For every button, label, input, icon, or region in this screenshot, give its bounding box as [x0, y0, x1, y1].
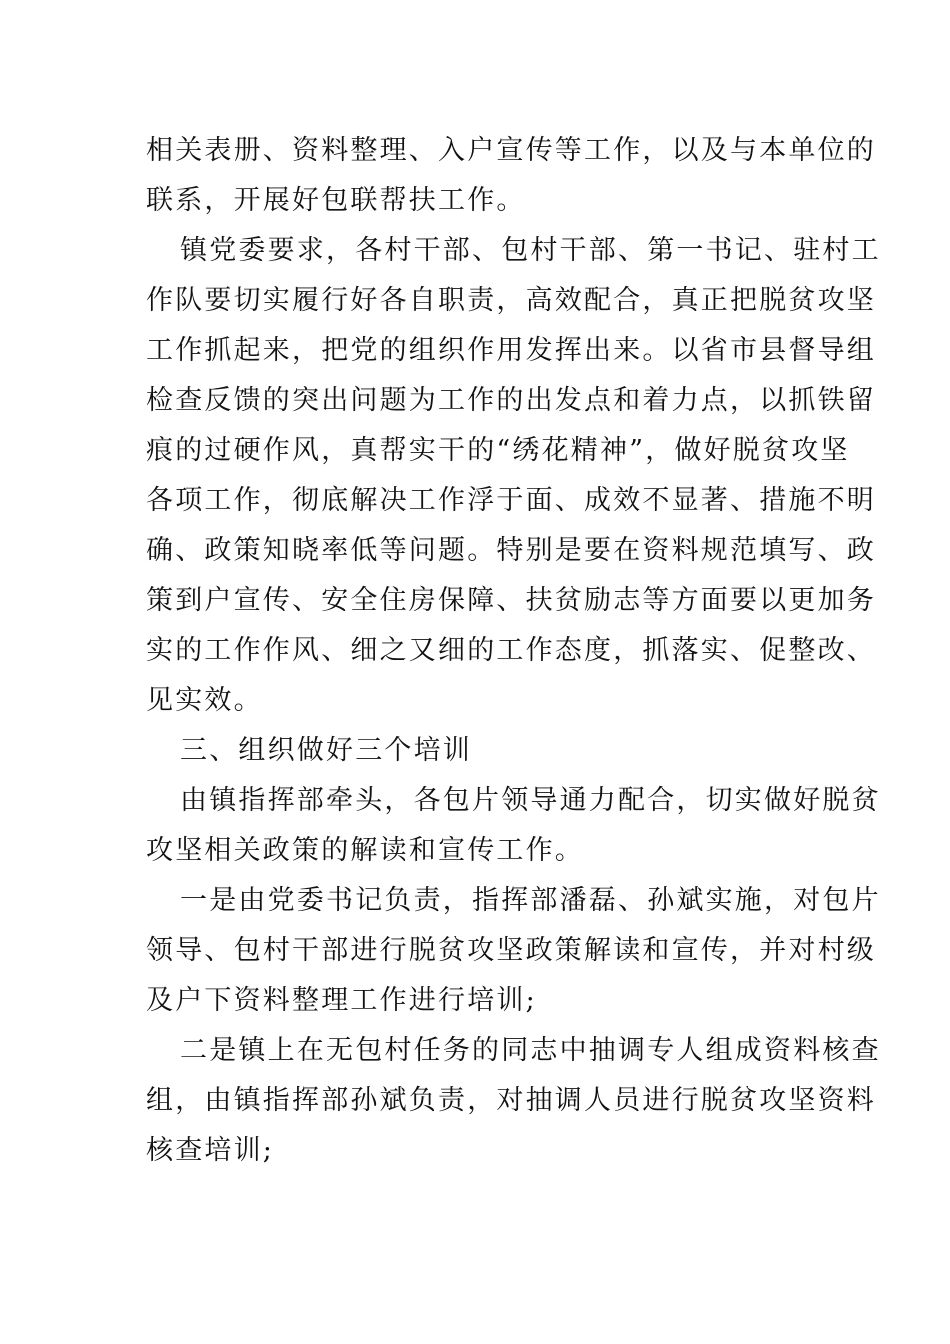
section-heading: 三、组织做好三个培训 — [180, 735, 472, 766]
text-line: 核查培训; — [146, 1135, 275, 1166]
text-line: 组，由镇指挥部孙斌负责，对抽调人员进行脱贫攻坚资料 — [146, 1085, 876, 1116]
text-line: 作队要切实履行好各自职责，高效配合，真正把脱贫攻坚 — [146, 285, 876, 316]
text-line: 策到户宣传、安全住房保障、扶贫励志等方面要以更加务 — [146, 585, 876, 616]
text-line: 相关表册、资料整理、入户宣传等工作，以及与本单位的 — [146, 135, 876, 166]
text-line: 确、政策知晓率低等问题。特别是要在资料规范填写、政 — [146, 535, 876, 566]
text-line: 各项工作，彻底解决工作浮于面、成效不显著、措施不明 — [146, 485, 876, 516]
paragraph-first-line: 二是镇上在无包村任务的同志中抽调专人组成资料核查 — [180, 1035, 881, 1066]
text-line: 实的工作作风、细之又细的工作态度，抓落实、促整改、 — [146, 635, 876, 666]
text-line: 领导、包村干部进行脱贫攻坚政策解读和宣传，并对村级 — [146, 935, 876, 966]
paragraph-first-line: 镇党委要求，各村干部、包村干部、第一书记、驻村工 — [180, 235, 881, 266]
text-line: 工作抓起来，把党的组织作用发挥出来。以省市县督导组 — [146, 335, 876, 366]
text-line: 见实效。 — [146, 685, 263, 716]
text-line: 及户下资料整理工作进行培训; — [146, 985, 537, 1016]
text-line: 痕的过硬作风，真帮实干的“绣花精神”，做好脱贫攻坚 — [146, 435, 850, 466]
paragraph-first-line: 由镇指挥部牵头，各包片领导通力配合，切实做好脱贫 — [180, 785, 881, 816]
paragraph-first-line: 一是由党委书记负责，指挥部潘磊、孙斌实施，对包片 — [180, 885, 881, 916]
text-line: 检查反馈的突出问题为工作的出发点和着力点，以抓铁留 — [146, 385, 876, 416]
text-line: 攻坚相关政策的解读和宣传工作。 — [146, 835, 584, 866]
text-line: 联系，开展好包联帮扶工作。 — [146, 185, 526, 216]
